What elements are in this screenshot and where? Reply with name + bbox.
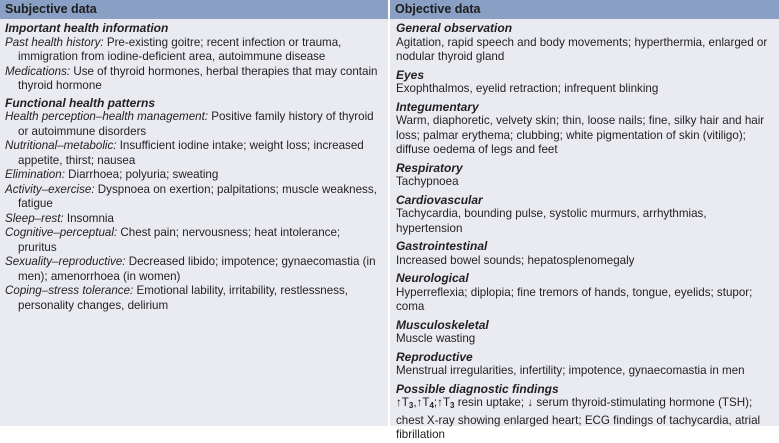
up-arrow-icon: ↑ — [396, 396, 402, 409]
objective-section-text: Tachycardia, bounding pulse, systolic murmurs, arrhythmias, hypertension — [396, 207, 707, 235]
diagnostic-findings-text: $↑T_3,↑T_4;↑T_3$ resin uptake; ↓ serum thyroid-stimulating hormone (TSH); chest X-ray showing enlarged heart; ECG findings of tachycardia, atrial fibrillation — [396, 396, 761, 441]
objective-section-title: Gastrointestinal — [396, 239, 488, 253]
subjective-entry: Sleep–rest: Insomnia — [5, 211, 114, 225]
diagnostic-findings-title: Possible diagnostic findings — [396, 381, 559, 396]
objective-section-title: Neurological — [396, 271, 469, 285]
objective-section-title: Integumentary — [396, 99, 479, 114]
objective-section-text: Tachypnoea — [396, 175, 459, 188]
objective-section-text: Muscle wasting — [396, 332, 476, 345]
subjective-entry: Nutritional–metabolic: Insufficient iodine intake; weight loss; increased appetite, thirst; nausea — [5, 139, 364, 167]
subjective-entry: Activity–exercise: Dyspnoea on exertion; palpitations; muscle weakness, fatigue — [5, 182, 377, 210]
subjective-entry: Elimination: Diarrhoea; polyuria; sweating — [5, 168, 219, 181]
up-arrow-icon: ↑ — [416, 396, 423, 409]
functional-health-patterns-title: Functional health patterns — [5, 95, 156, 110]
subjective-entry: Cognitive–perceptual: Chest pain; nervousness; heat intolerance; pruritus — [5, 226, 341, 254]
down-arrow-icon: ↓ — [527, 396, 534, 409]
objective-section-title: Cardiovascular — [396, 192, 483, 207]
subjective-header: Subjective data — [0, 0, 388, 19]
objective-section-title: General observation — [396, 21, 513, 35]
subjective-entry: Medications: Use of thyroid hormones, herbal therapies that may contain thyroid hormone — [5, 64, 378, 92]
subjective-entry: Health perception–health management: Positive family history of thyroid or autoimmune disorders — [5, 110, 374, 138]
objective-header: Objective data — [388, 0, 779, 19]
objective-section-text: Increased bowel sounds; hepatosplenomegaly — [396, 253, 635, 267]
subjective-entry: Coping–stress tolerance: Emotional lability, irritability, restlessness, personality changes, delirium — [5, 284, 349, 312]
objective-section-text: Agitation, rapid speech and body movements; hyperthermia, enlarged or nodular thyroid gland — [396, 35, 768, 63]
objective-section-title: Eyes — [396, 67, 425, 82]
objective-section-text: Exophthalmos, eyelid retraction; infrequent blinking — [396, 82, 659, 95]
subjective-column — [0, 19, 388, 426]
subjective-entry: Sexuality–reproductive: Decreased libido; impotence; gynaecomastia (in men); amenorrhoea (in women) — [5, 255, 376, 283]
up-arrow-icon: ↑ — [437, 396, 443, 409]
objective-section-text: Menstrual irregularities, infertility; impotence, gynaecomastia in men — [396, 364, 745, 377]
objective-column — [388, 19, 779, 441]
important-health-info-title: Important health information — [5, 21, 169, 35]
objective-section-text: Warm, diaphoretic, velvety skin; thin, loose nails; fine, silky hair and hair loss; palmar erythema; clubbing; white pigmentation of skin (vitiligo); diffuse oedema of legs and feet — [396, 114, 765, 156]
objective-section-title: Respiratory — [396, 160, 463, 175]
objective-section-text: Hyperreflexia; diplopia; fine tremors of hands, tongue, eyelids; stupor; coma — [396, 285, 753, 313]
objective-section-title: Reproductive — [396, 349, 473, 364]
subjective-entry: Past health history: Pre-existing goitre; recent infection or trauma, immigration from iodine-deficient area, autoimmune disease — [5, 35, 342, 63]
objective-section-title: Musculoskeletal — [396, 317, 489, 332]
